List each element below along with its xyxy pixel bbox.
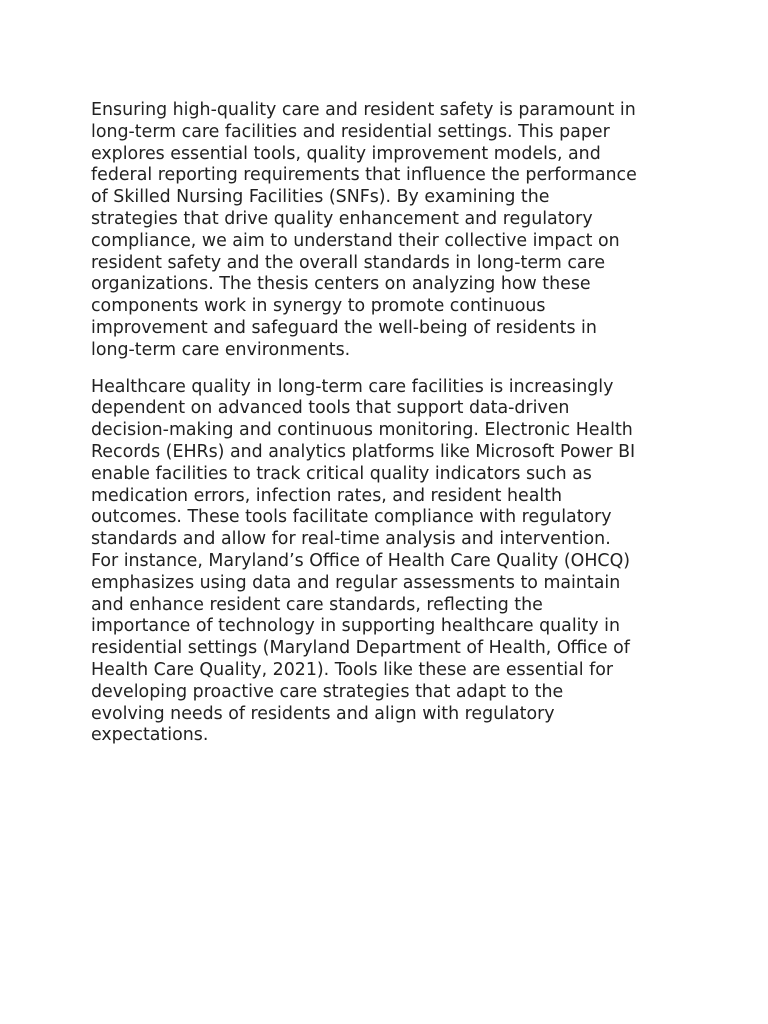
paragraph-introduction: Ensuring high-quality care and resident safety is paramount in long-term care facilities and residential settings. This paper explores essential tools, quality improvement models, and federal reporting requirements that influence the performance of Skilled Nursing Facilities (SNFs). By examining the strategies that drive quality enhancement and regulatory compliance, we aim to understand their collective impact on resident safety and the overall standards in long-term care organizations. The thesis centers on analyzing how these components work in synergy to promote continuous improvement and safeguard the well-being of residents in long-term care environments. bbox=[91, 100, 637, 360]
document-body bbox=[91, 100, 681, 762]
paragraph-healthcare-tools: Healthcare quality in long-term care facilities is increasingly dependent on advanced tools that support data-driven decision-making and continuous monitoring. Electronic Health Records (EHRs) and analytics platforms like Microsoft Power BI enable facilities to track critical quality indicators such as medication errors, infection rates, and resident health outcomes. These tools facilitate compliance with regulatory standards and allow for real-time analysis and intervention. For instance, Maryland’s Office of Health Care Quality (OHCQ) emphasizes using data and regular assessments to maintain and enhance resident care standards, reflecting the importance of technology in supporting healthcare quality in residential settings (Maryland Department of Health, Office of Health Care Quality, 2021). Tools like these are essential for developing proactive care strategies that adapt to the evolving needs of residents and align with regulatory expectations. bbox=[91, 376, 636, 746]
